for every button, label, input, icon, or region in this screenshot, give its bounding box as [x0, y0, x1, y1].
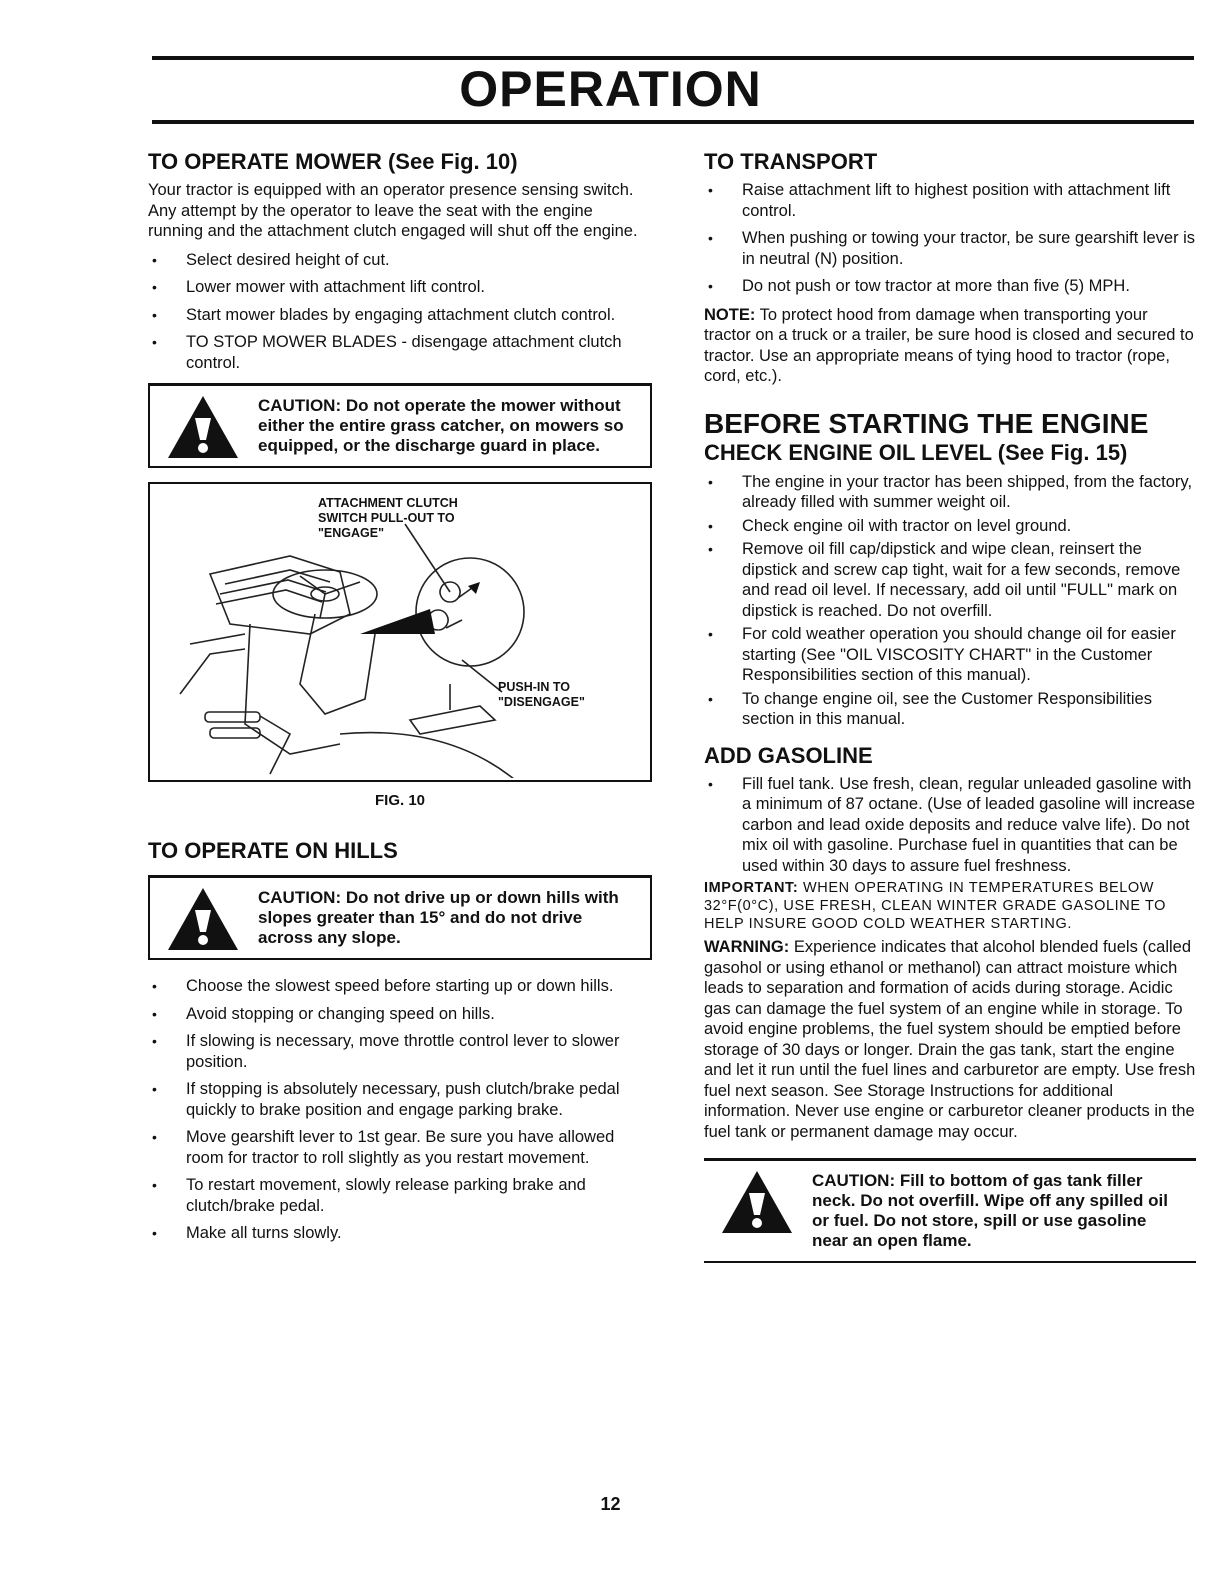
figure-label-disengage: PUSH-IN TO "DISENGAGE" [498, 680, 585, 710]
list-item: • To change engine oil, see the Customer Responsibilities section in this manual. [704, 689, 1196, 730]
top-rule [152, 56, 1194, 60]
list-item: • If slowing is necessary, move throttle control lever to slower position. [148, 1031, 652, 1072]
oil-steps [704, 472, 1196, 730]
transport-heading: TO TRANSPORT [704, 149, 878, 174]
hills-caution-text: CAUTION: Do not drive up or down hills with slopes greater than 15° and do not drive across any slope. [258, 888, 619, 948]
gasoline-steps [704, 774, 1196, 877]
oil-heading: CHECK ENGINE OIL LEVEL (See Fig. 15) [704, 440, 1128, 466]
list-item: • For cold weather operation you should change oil for easier starting (See "OIL VISCOSITY CHART" in the Customer Responsibilities section of this manual). [704, 624, 1196, 686]
figure-label-engage: ATTACHMENT CLUTCH SWITCH PULL-OUT TO "ENGAGE" [318, 496, 458, 541]
mower-intro: Your tractor is equipped with an operator presence sensing switch. Any attempt by the operator to leave the seat with the engine running and the attachment clutch engaged will shut off the engine. [148, 181, 638, 241]
page-title: OPERATION [459, 61, 762, 117]
mower-heading: TO OPERATE MOWER (See Fig. 10) [148, 149, 518, 174]
list-item: • Choose the slowest speed before starting up or down hills. [148, 976, 652, 997]
gasoline-caution-text: CAUTION: Fill to bottom of gas tank filler neck. Do not overfill. Wipe off any spilled oil or fuel. Do not store, spill or use gasoline near an open flame. [812, 1171, 1168, 1251]
title-underline [152, 120, 1194, 124]
warning-label: WARNING: [704, 938, 790, 957]
list-item: • Avoid stopping or changing speed on hills. [148, 1004, 652, 1025]
mower-caution-text: CAUTION: Do not operate the mower without either the entire grass catcher, on mowers so equipped, or the discharge guard in place. [258, 396, 624, 456]
transport-note [704, 305, 1196, 387]
list-item: • Make all turns slowly. [148, 1223, 652, 1244]
mower-caution-box [148, 383, 652, 468]
warning-triangle-icon [166, 886, 240, 957]
list-item: • Check engine oil with tractor on level ground. [704, 516, 1196, 537]
note-text: To protect hood from damage when transporting your tractor on a truck or a trailer, be sure hood is closed and secured to tractor. Use an appropriate means of tying hood to tractor (rope, cord, etc.). [704, 305, 1194, 386]
list-item: • Lower mower with attachment lift control. [148, 277, 652, 298]
warning-text: Experience indicates that alcohol blended fuels (called gasohol or using ethanol or methanol) can attract moisture which leads to separation and formation of acids during storage. Acidic gas can damage the fuel system of an engine while in storage. To avoid engine problems, the fuel system should be emptied before storage of 30 days or longer. Drain the gas tank, start the engine and let it run until the fuel lines and carburetor are empty. Use fresh fuel next season. See Storage Instructions for additional information. Never use engine or carburetor cleaner products in the fuel tank or permanent damage may occur. [704, 938, 1196, 1141]
list-item: • Start mower blades by engaging attachment clutch control. [148, 305, 652, 326]
list-item: • Raise attachment lift to highest position with attachment lift control. [704, 180, 1196, 221]
before-starting-heading: BEFORE STARTING THE ENGINE [704, 407, 1149, 439]
transport-steps [704, 180, 1196, 297]
warning-notice [704, 937, 1196, 1142]
important-notice [704, 879, 1196, 933]
list-item: • The engine in your tractor has been shipped, from the factory, already filled with summer weight oil. [704, 472, 1196, 513]
gasoline-heading: ADD GASOLINE [704, 742, 873, 768]
hills-steps [148, 976, 652, 1244]
list-item: • Move gearshift lever to 1st gear. Be sure you have allowed room for tractor to roll slightly as you restart movement. [148, 1127, 652, 1168]
list-item: • If stopping is absolutely necessary, push clutch/brake pedal quickly to brake position and engage parking brake. [148, 1079, 652, 1120]
list-item: • When pushing or towing your tractor, be sure gearshift lever is in neutral (N) position. [704, 228, 1196, 269]
left-column [148, 150, 652, 1252]
important-text: WHEN OPERATING IN TEMPERATURES BELOW 32°F(0°C), USE FRESH, CLEAN WINTER GRADE GASOLINE TO HELP INSURE GOOD COLD WEATHER STARTING. [704, 880, 1167, 933]
list-item: • Select desired height of cut. [148, 250, 652, 271]
hills-caution-box [148, 875, 652, 960]
hills-heading: TO OPERATE ON HILLS [148, 838, 398, 864]
warning-triangle-icon [166, 394, 240, 465]
right-column [704, 150, 1196, 1277]
list-item: • TO STOP MOWER BLADES - disengage attachment clutch control. [148, 332, 652, 373]
list-item: • To restart movement, slowly release parking brake and clutch/brake pedal. [148, 1175, 652, 1216]
figure-10 [148, 482, 652, 782]
page-number: 12 [600, 1494, 621, 1514]
list-item: • Fill fuel tank. Use fresh, clean, regular unleaded gasoline with a minimum of 87 octane. (Use of leaded gasoline will increase carbon and lead oxide deposits and reduce valve life). Do not mix oil with gasoline. Purchase fuel in quantities that can be used within 30 days to assure fuel freshness. [704, 774, 1196, 877]
mower-steps [148, 250, 652, 374]
figure-caption: FIG. 10 [374, 792, 426, 810]
warning-triangle-icon [720, 1169, 794, 1240]
important-label: IMPORTANT: [704, 880, 799, 897]
list-item: • Remove oil fill cap/dipstick and wipe clean, reinsert the dipstick and screw cap tight, wait for a few seconds, remove and read oil level. If necessary, add oil until "FULL" mark on dipstick is reached. Do not overfill. [704, 539, 1196, 621]
list-item: • Do not push or tow tractor at more than five (5) MPH. [704, 276, 1196, 297]
note-label: NOTE: [704, 305, 756, 324]
gasoline-caution-box [704, 1158, 1196, 1263]
